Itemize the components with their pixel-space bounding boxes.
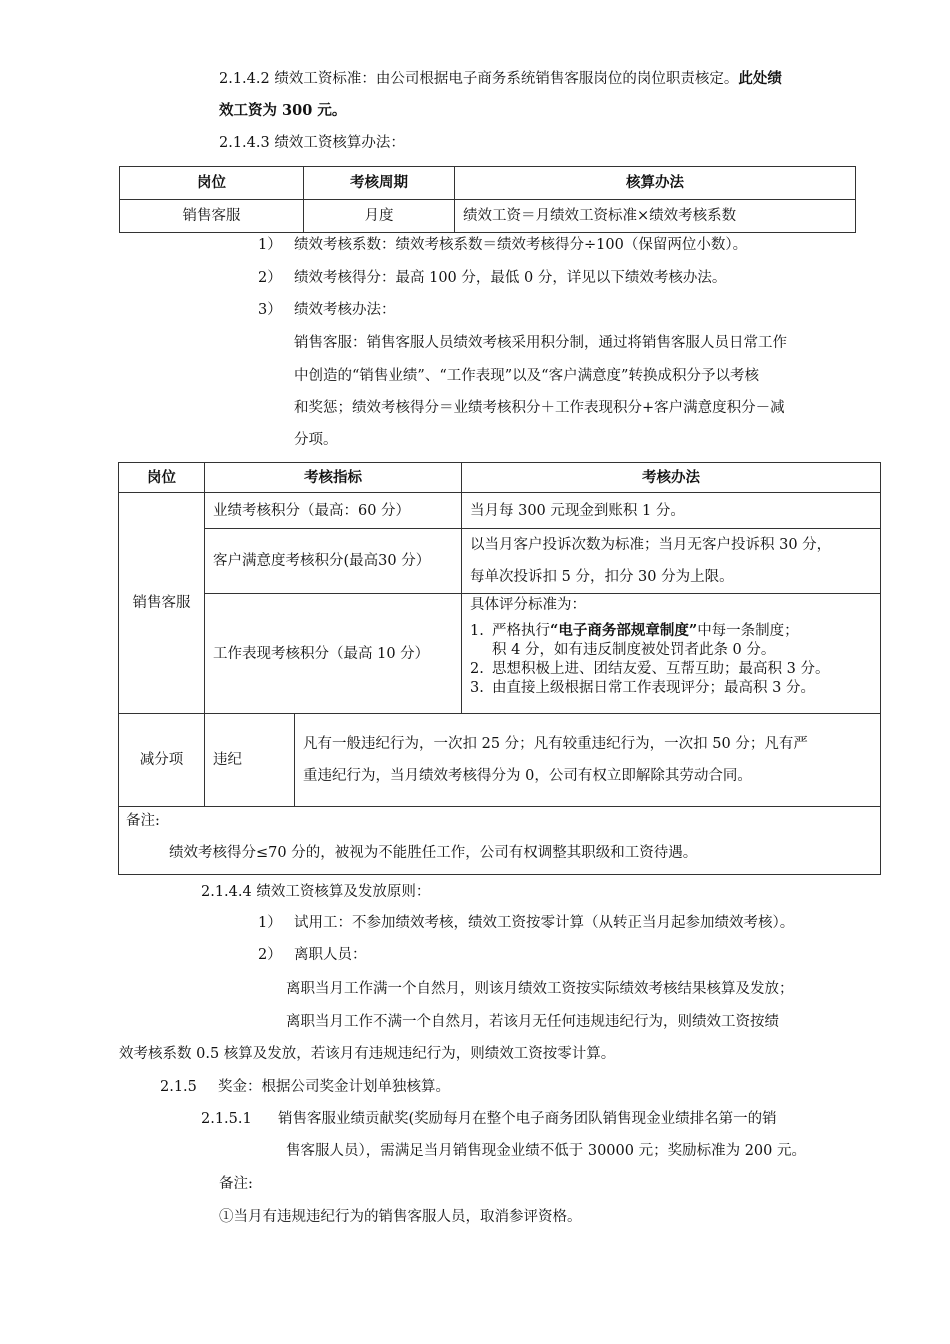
list-item <box>258 235 747 255</box>
criteria-num: 2. <box>470 661 484 677</box>
s2151-text: 销售客服业绩贡献奖(奖励每月在整个电子商务团队销售现金业绩排名第一的销 <box>278 1111 777 1127</box>
criteria-intro: 具体评分标准为： <box>470 597 586 613</box>
criteria-pre: 严格执行 <box>492 623 550 639</box>
criteria-text: 由直接上级根据日常工作表现评分；最高积 3 分。 <box>492 680 815 696</box>
td-method <box>462 529 881 594</box>
table-settlement-header <box>120 167 856 200</box>
th-method: 核算办法 <box>455 167 856 200</box>
desc-line: 销售客服：销售客服人员绩效考核采用积分制，通过将销售客服人员日常工作 <box>294 335 787 351</box>
table-row <box>120 200 856 233</box>
td-deduction-type: 违纪 <box>205 714 295 807</box>
deduction-line: 重违纪行为，当月绩效考核得分为 0，公司有权立即解除其劳动合同。 <box>303 768 752 784</box>
deduction-line: 凡有一般违纪行为，一次扣 25 分；凡有较重违纪行为，一次扣 50 分；凡有严 <box>303 736 808 752</box>
criteria-item-cont: 积 4 分，如有违反制度被处罚者此条 0 分。 <box>492 642 776 658</box>
method-line: 每单次投诉扣 5 分，扣分 30 分为上限。 <box>470 569 734 585</box>
td-remark <box>119 807 881 875</box>
s2144-line2: 离职当月工作不满一个自然月，若该月无任何违规违纪行为，则绩效工资按绩 <box>286 1014 779 1030</box>
criteria-item <box>470 679 872 698</box>
desc-line: 和奖惩；绩效考核得分＝业绩考核积分＋工作表现积分+客户满意度积分－减 <box>294 400 785 416</box>
method-line: 以当月客户投诉次数为标准；当月无客户投诉积 30 分， <box>470 537 832 553</box>
table-row <box>119 529 881 594</box>
criteria-num: 3. <box>470 680 484 696</box>
th-period: 考核周期 <box>304 167 455 200</box>
desc-line: 分项。 <box>294 432 338 448</box>
s2142-line2: 效工资为 300 元。 <box>219 102 347 119</box>
s2151-line2: 售客服人员），需满足当月销售现金业绩不低于 30000 元；奖励标准为 200 元。 <box>286 1143 806 1159</box>
td-deduction-text <box>295 714 881 807</box>
criteria-bold: “电子商务部规章制度” <box>550 622 698 639</box>
table-row <box>119 493 881 529</box>
item-number: 2） <box>258 947 282 963</box>
item-number: 1） <box>258 915 282 931</box>
s215-text: 奖金：根据公司奖金计划单独核算。 <box>218 1079 450 1095</box>
th-method: 考核办法 <box>462 463 881 493</box>
criteria-item <box>470 621 872 641</box>
td-period: 月度 <box>304 200 455 233</box>
criteria-post: 中每一条制度； <box>697 623 799 639</box>
item-number: 1） <box>258 237 282 253</box>
list-item <box>258 913 794 933</box>
item-text: 绩效考核系数：绩效考核系数＝绩效考核得分÷100（保留两位小数）。 <box>294 237 748 253</box>
criteria-text: 思想积极上进、团结友爱、互帮互助；最高积 3 分。 <box>492 661 830 677</box>
s2151-num: 2.1.5.1 <box>201 1111 252 1127</box>
s2142-line1-normal: 2.1.4.2 绩效工资标准：由公司根据电子商务系统销售客服岗位的岗位职责核定。 <box>219 71 739 87</box>
desc-line: 中创造的“销售业绩”、“工作表现”以及“客户满意度”转换成积分予以考核 <box>294 368 759 384</box>
s215-num: 2.1.5 <box>160 1079 197 1095</box>
th-position: 岗位 <box>120 167 304 200</box>
td-indicator: 业绩考核积分（最高：60 分） <box>205 493 462 529</box>
td-indicator: 客户满意度考核积分(最高30 分） <box>205 529 462 594</box>
list-item <box>258 268 726 288</box>
table-row-deduction <box>119 714 881 807</box>
td-deduction-label: 减分项 <box>119 714 205 807</box>
item-text: 绩效考核得分：最高 100 分，最低 0 分，详见以下绩效考核办法。 <box>294 270 727 286</box>
note-text: ①当月有违规违纪行为的销售客服人员，取消参评资格。 <box>219 1209 582 1225</box>
item-text: 试用工：不参加绩效考核，绩效工资按零计算（从转正当月起参加绩效考核）。 <box>294 915 795 931</box>
table-row <box>119 594 881 714</box>
item-text: 离职人员： <box>294 947 367 963</box>
item-number: 3） <box>258 302 282 318</box>
td-method: 当月每 300 元现金到账积 1 分。 <box>462 493 881 529</box>
th-indicator: 考核指标 <box>205 463 462 493</box>
table-row-remark <box>119 807 881 875</box>
remark-text: 绩效考核得分≤70 分的，被视为不能胜任工作，公司有权调整其职级和工资待遇。 <box>169 845 698 861</box>
s2144-line1: 离职当月工作满一个自然月，则该月绩效工资按实际绩效考核结果核算及发放； <box>286 981 794 997</box>
list-item <box>258 945 367 965</box>
s2144-title: 2.1.4.4 绩效工资核算及发放原则： <box>201 884 431 900</box>
s2151-line1 <box>201 1109 777 1129</box>
s215 <box>160 1077 450 1097</box>
table-assessment-header <box>119 463 881 493</box>
list-item <box>258 300 396 320</box>
table-assessment <box>118 462 881 875</box>
s2142-line1-bold: 此处绩 <box>738 70 782 87</box>
criteria-num: 1. <box>470 623 484 639</box>
s2142-line1 <box>219 69 782 89</box>
s2144-line3: 效考核系数 0.5 核算及发放，若该月有违规违纪行为，则绩效工资按零计算。 <box>119 1046 616 1062</box>
s2143-title: 2.1.4.3 绩效工资核算办法： <box>219 135 405 151</box>
td-indicator: 工作表现考核积分（最高 10 分） <box>205 594 462 714</box>
td-method: 绩效工资＝月绩效工资标准×绩效考核系数 <box>455 200 856 233</box>
item-text: 绩效考核办法： <box>294 302 396 318</box>
remark-label: 备注: <box>126 813 160 829</box>
th-position: 岗位 <box>119 463 205 493</box>
td-criteria <box>462 594 881 714</box>
item-number: 2） <box>258 270 282 286</box>
td-position: 销售客服 <box>120 200 304 233</box>
table-settlement <box>119 166 856 233</box>
note-label: 备注: <box>219 1176 253 1192</box>
td-position: 销售客服 <box>119 493 205 714</box>
criteria-item <box>470 660 872 679</box>
